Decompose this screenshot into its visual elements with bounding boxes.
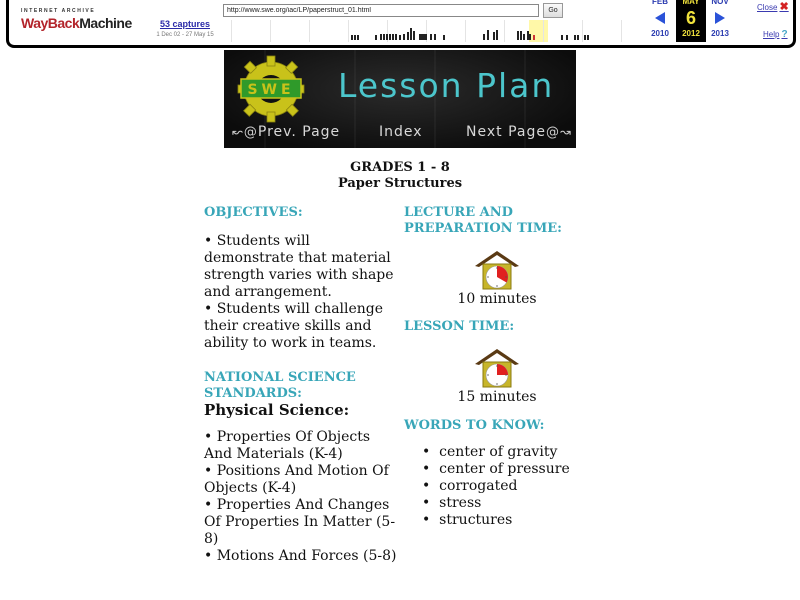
captures-link[interactable]: 53 captures bbox=[159, 19, 211, 29]
capture-bar bbox=[392, 34, 394, 40]
vocab-word: • stress bbox=[422, 495, 604, 512]
url-input[interactable] bbox=[223, 4, 539, 17]
capture-bar bbox=[407, 32, 409, 40]
capture-bar bbox=[389, 34, 391, 40]
capture-bar bbox=[517, 31, 519, 40]
year-divider bbox=[504, 20, 505, 42]
capture-bar bbox=[395, 34, 397, 40]
standard-item: • Motions And Forces (5-8) bbox=[204, 548, 400, 565]
clock-house-icon bbox=[473, 249, 521, 291]
prev-arrow-icon[interactable] bbox=[655, 12, 665, 24]
lesson-time-value: 15 minutes bbox=[457, 389, 537, 405]
swirl-right-icon: @↝ bbox=[545, 125, 572, 140]
capture-bar bbox=[561, 35, 563, 40]
objective-item: • Students will challenge their creative skills and ability to work in teams. bbox=[204, 301, 400, 352]
current-month: MAY bbox=[682, 0, 700, 6]
capture-bar bbox=[584, 35, 586, 40]
capture-bar bbox=[443, 35, 445, 40]
capture-bar bbox=[566, 35, 568, 40]
year-divider bbox=[582, 20, 583, 42]
page-heading bbox=[0, 160, 800, 192]
year-divider bbox=[621, 20, 622, 42]
lesson-title: Paper Structures bbox=[337, 176, 463, 191]
clock-house-icon bbox=[473, 347, 521, 389]
index-link[interactable]: Index bbox=[379, 124, 423, 140]
year-divider bbox=[270, 20, 271, 42]
objective-item: • Students will demonstrate that material strength varies with shape and arrangement. bbox=[204, 233, 400, 301]
capture-bar bbox=[487, 30, 489, 40]
close-toolbar-link[interactable] bbox=[757, 0, 789, 13]
capture-bar bbox=[375, 35, 377, 40]
go-button[interactable]: Go bbox=[543, 3, 563, 18]
capture-bar bbox=[383, 34, 385, 40]
words-to-know-list bbox=[404, 444, 604, 529]
logo-wayback: WayBack bbox=[21, 15, 80, 31]
capture-calendar-nav bbox=[645, 0, 757, 42]
internet-archive-label: INTERNET ARCHIVE bbox=[21, 8, 96, 14]
capture-bar bbox=[493, 32, 495, 40]
objectives-heading: OBJECTIVES: bbox=[204, 205, 303, 220]
words-to-know-heading: WORDS TO KNOW: bbox=[404, 418, 545, 433]
capture-bar bbox=[434, 34, 436, 40]
wayback-logo[interactable] bbox=[21, 8, 132, 36]
objectives-list bbox=[204, 233, 400, 352]
prev-page-label: Prev. Page bbox=[257, 124, 341, 140]
swirl-left-icon: ↜@ bbox=[232, 125, 258, 140]
current-day: 6 bbox=[685, 8, 696, 28]
standard-item: • Properties And Changes Of Properties In Matter (5-8) bbox=[204, 497, 400, 548]
swe-gear-logo-icon bbox=[234, 54, 308, 124]
vocab-word: • center of pressure bbox=[422, 461, 604, 478]
help-icon[interactable]: ? bbox=[781, 29, 788, 40]
lecture-time-value: 10 minutes bbox=[457, 291, 537, 307]
capture-bar bbox=[529, 34, 531, 40]
close-icon[interactable]: ✖ bbox=[779, 1, 789, 13]
banner-title: Lesson Plan bbox=[338, 66, 555, 105]
right-column bbox=[404, 205, 604, 529]
capture-bar bbox=[354, 35, 356, 40]
vocab-word: • center of gravity bbox=[422, 444, 604, 461]
capture-bar bbox=[351, 35, 353, 40]
vocab-word: • corrogated bbox=[422, 478, 604, 495]
capture-bar bbox=[523, 34, 525, 40]
prev-month: FEB bbox=[652, 0, 668, 6]
current-capture bbox=[676, 0, 706, 42]
wayback-toolbar bbox=[6, 0, 796, 48]
standards-list bbox=[204, 429, 400, 565]
prev-capture[interactable] bbox=[645, 0, 675, 42]
grades-label: GRADES 1 - 8 bbox=[350, 160, 450, 175]
capture-bar bbox=[410, 28, 412, 40]
year-divider bbox=[465, 20, 466, 42]
logo-machine: Machine bbox=[79, 15, 132, 31]
next-page-label: Next Page bbox=[466, 124, 546, 140]
physical-science-subheading: Physical Science: bbox=[204, 401, 350, 419]
standard-item: • Positions And Motion Of Objects (K-4) bbox=[204, 463, 400, 497]
next-capture[interactable] bbox=[705, 0, 735, 42]
next-arrow-icon[interactable] bbox=[715, 12, 725, 24]
capture-bar bbox=[380, 34, 382, 40]
capture-bar bbox=[577, 35, 579, 40]
next-year: 2013 bbox=[711, 29, 729, 38]
current-year-highlight bbox=[529, 20, 548, 42]
capture-bar bbox=[496, 30, 498, 40]
lecture-time-block bbox=[404, 249, 590, 308]
standards-heading: NATIONAL SCIENCE STANDARDS: bbox=[204, 370, 356, 401]
year-divider bbox=[231, 20, 232, 42]
prev-page-link[interactable] bbox=[232, 124, 340, 140]
year-divider bbox=[348, 20, 349, 42]
capture-bar bbox=[421, 34, 427, 40]
capture-bar bbox=[574, 35, 576, 40]
capture-bar bbox=[587, 35, 589, 40]
capture-timeline[interactable] bbox=[231, 20, 641, 42]
standard-item: • Properties Of Objects And Materials (K-4) bbox=[204, 429, 400, 463]
lesson-time-block bbox=[404, 347, 590, 406]
current-year: 2012 bbox=[682, 29, 700, 38]
svg-text:SWE: SWE bbox=[247, 82, 295, 98]
year-divider bbox=[309, 20, 310, 42]
lesson-time-heading: LESSON TIME: bbox=[404, 319, 515, 334]
help-label: Help bbox=[763, 30, 780, 39]
help-link[interactable] bbox=[763, 29, 788, 40]
capture-bar bbox=[403, 34, 405, 40]
capture-bar bbox=[386, 34, 388, 40]
captures-info bbox=[139, 19, 231, 38]
year-divider bbox=[543, 20, 544, 42]
vocab-word: • structures bbox=[422, 512, 604, 529]
capture-bar bbox=[399, 35, 401, 40]
prev-year: 2010 bbox=[651, 29, 669, 38]
next-month: NOV bbox=[711, 0, 729, 6]
capture-bar bbox=[357, 35, 359, 40]
next-page-link[interactable] bbox=[466, 124, 572, 140]
lesson-plan-banner bbox=[224, 50, 576, 148]
captures-range: 1 Dec 02 - 27 May 15 bbox=[156, 32, 214, 38]
lecture-time-heading: LECTURE AND PREPARATION TIME: bbox=[404, 205, 562, 236]
capture-bar bbox=[520, 31, 522, 40]
capture-bar bbox=[430, 34, 432, 40]
capture-bar bbox=[483, 34, 485, 40]
current-capture-bar bbox=[533, 35, 535, 40]
capture-bar bbox=[413, 31, 415, 40]
left-column bbox=[204, 205, 400, 565]
close-label: Close bbox=[757, 3, 778, 12]
